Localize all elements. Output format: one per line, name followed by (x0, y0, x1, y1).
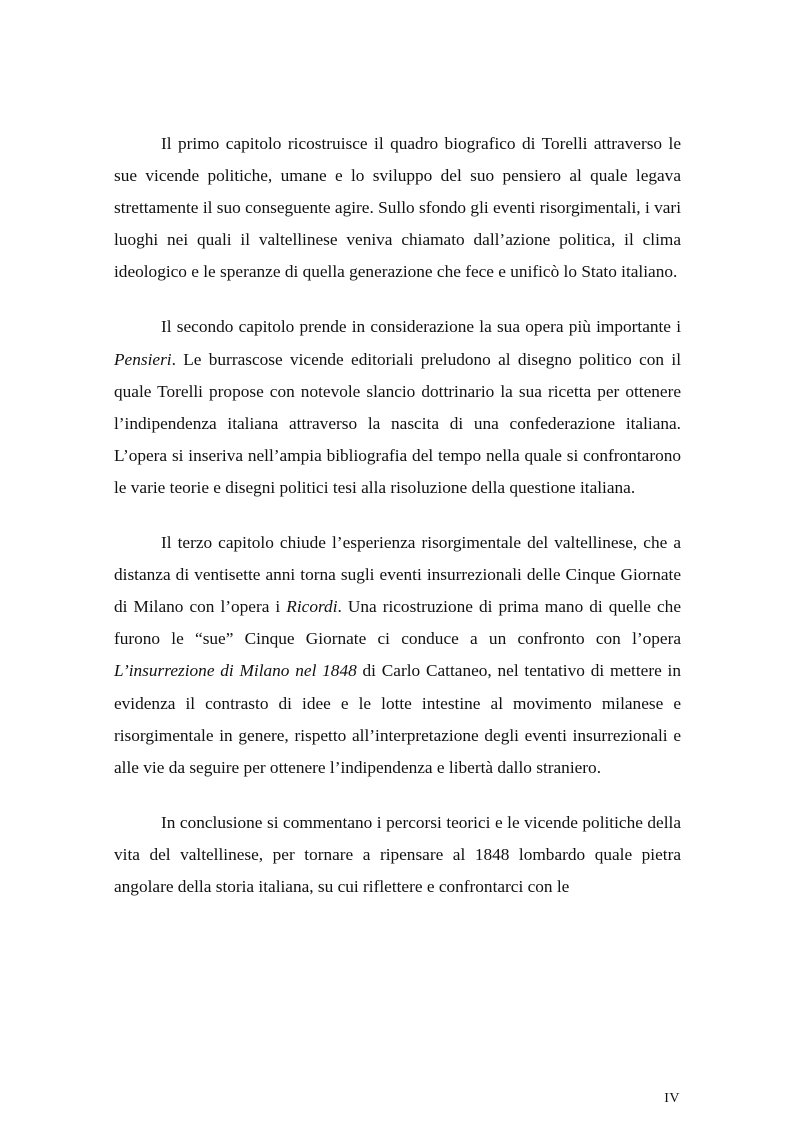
paragraph-chapter-one (114, 128, 681, 288)
page-number: IV (664, 1091, 680, 1106)
paragraph-text: Il terzo capitolo chiude l’esperienza risorgimentale del valtellinese, che a distanza di ventisette anni torna sugli eventi insurrezionali delle Cinque Giornate di Milano con l’opera i (114, 533, 681, 617)
paragraph-chapter-two (114, 311, 681, 504)
paragraph-text: . Le burrascose vicende editoriali preludono al disegno politico con il quale Torelli propose con notevole slancio dottrinario la sua ricetta per ottenere l’indipendenza italiana attraverso la nascita di una confederazione italiana. L’opera si inseriva nell’ampia bibliografia del tempo nella quale si confrontarono le varie teorie e disegni politici tesi alla risoluzione della questione italiana. (114, 349, 681, 497)
paragraph-text: . Una ricostruzione di prima mano di quelle che furono le “sue” Cinque Giornate ci conduce a un confronto con l’opera (114, 597, 681, 649)
paragraph-chapter-three (114, 527, 681, 784)
body-text (114, 128, 681, 903)
work-title-ricordi: Ricordi (286, 597, 338, 617)
paragraph-text: In conclusione si commentano i percorsi teorici e le vicende politiche della vita del valtellinese, per tornare a ripensare al 1848 lombardo quale pietra angolare della storia italiana, su cui riflettere e confrontarci con le (114, 812, 681, 896)
paragraph-conclusion (114, 807, 681, 903)
work-title-insurrezione: L’insurrezione di Milano nel 1848 (114, 661, 357, 681)
paragraph-text: Il secondo capitolo prende in considerazione la sua opera più importante i (161, 317, 681, 337)
work-title-pensieri: Pensieri (114, 349, 172, 369)
paragraph-text: Il primo capitolo ricostruisce il quadro biografico di Torelli attraverso le sue vicende politiche, umane e lo sviluppo del suo pensiero al quale legava strettamente il suo conseguente agire. Sullo sfondo gli eventi risorgimentali, i vari luoghi nei quali il valtellinese veniva chiamato dall’azione politica, il clima ideologico e le speranze di quella generazione che fece e unificò lo Stato italiano. (114, 134, 681, 282)
paragraph-text: di Carlo Cattaneo, nel tentativo di mettere in evidenza il contrasto di idee e le lotte intestine al movimento milanese e risorgimentale in genere, rispetto all’interpretazione degli eventi insurrezionali e alle vie da seguire per ottenere l’indipendenza e libertà dallo straniero. (114, 661, 681, 777)
